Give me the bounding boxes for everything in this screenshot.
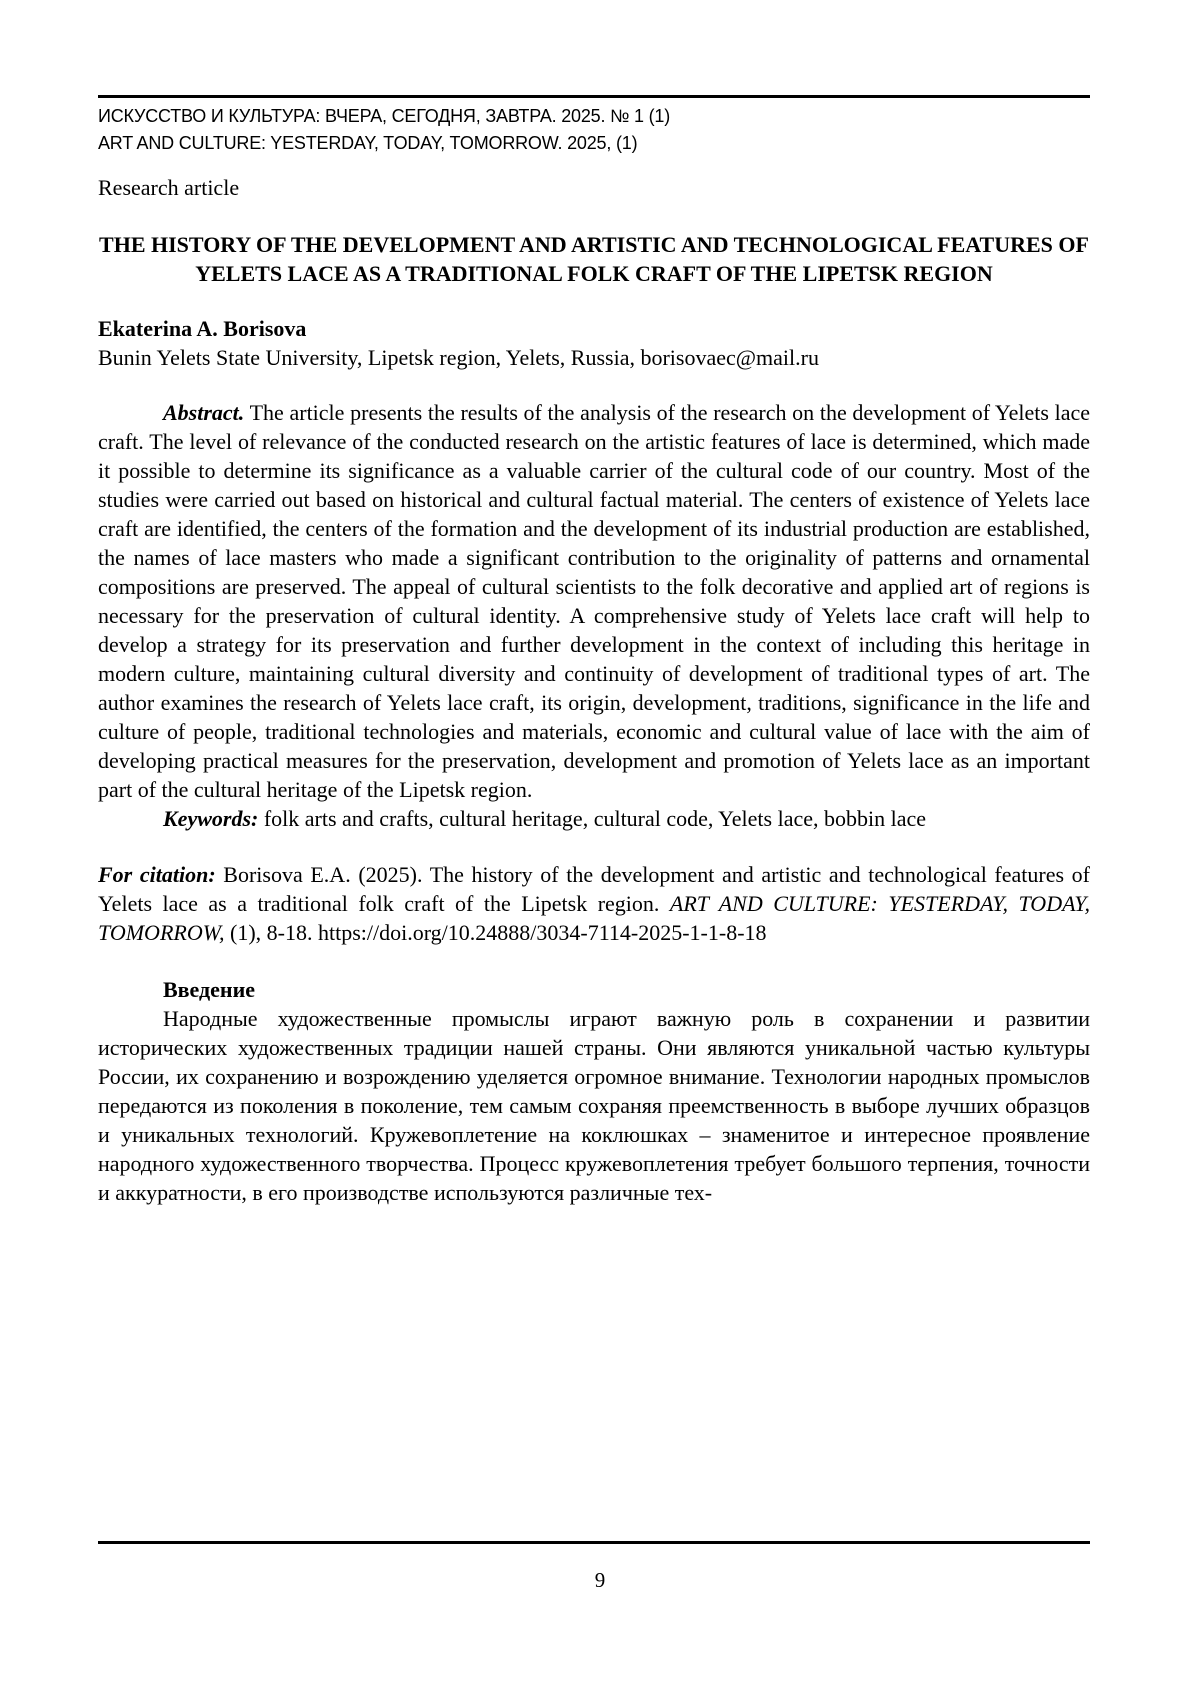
journal-header	[98, 98, 1090, 157]
keywords-label: Keywords:	[163, 806, 259, 831]
citation-paragraph	[98, 860, 1090, 947]
footer-rule	[98, 1541, 1090, 1544]
introduction-paragraph: Народные художественные промыслы играют важную роль в сохранении и развитии исторических художественных традиции нашей страны. Они являются уникальной частью культуры России, их сохранению и возрождению уделяется огромное внимание. Технологии народных промыслов передаются из поколения в поколение, тем самым сохраняя преемственность в выборе лучших образцов и уникальных технологий. Кружевоплетение на коклюшках – знаменитое и интересное проявление народного художественного творчества. Процесс кружевоплетения требует большого терпения, точности и аккуратности, в его производстве используются различные тех-	[98, 1006, 1090, 1205]
journal-title-en: ART AND CULTURE: YESTERDAY, TODAY, TOMORROW. 2025, (1)	[98, 133, 638, 153]
citation-text: Borisova E.A. (2025). The history of the development and artistic and technological features of Yelets lace as a traditional folk craft of the Lipetsk region.	[98, 862, 1091, 916]
keywords-text: folk arts and crafts, cultural heritage, cultural code, Yelets lace, bobbin lace	[263, 806, 927, 831]
author-block	[98, 314, 1090, 372]
abstract-text: The article presents the results of the analysis of the research on the development of Yelets lace craft. The level of relevance of the conducted research on the artistic features of lace is determined, which made it possible to determine its significance as a valuable carrier of the cultural code of our country. Most of the studies were carried out based on historical and cultural factual material. The centers of existence of Yelets lace craft are identified, the centers of the formation and the development of its industrial production are established, the names of lace masters who made a significant contribution to the originality of patterns and ornamental compositions are preserved. The appeal of cultural scientists to the folk decorative and applied art of regions is necessary for the preservation of cultural identity. A comprehensive study of Yelets lace craft will help to develop a strategy for its preservation and further development in the context of including this heritage in modern culture, maintaining cultural diversity and continuity of development of traditional types of art. The author examines the research of Yelets lace craft, its origin, development, traditions, significance in the life and culture of people, traditional technologies and materials, economic and cultural value of lace with the aim of developing practical measures for the preservation, development and promotion of Yelets lace as an important part of the cultural heritage of the Lipetsk region.	[98, 400, 1091, 802]
citation-journal-name: ART AND CULTURE: YESTERDAY, TODAY, TOMORROW,	[98, 891, 1091, 945]
citation-block	[98, 860, 1090, 947]
author-affiliation: Bunin Yelets State University, Lipetsk region, Yelets, Russia, borisovaec@mail.ru	[98, 345, 819, 370]
keywords-paragraph	[98, 804, 1090, 833]
journal-title-ru: ИСКУССТВО И КУЛЬТУРА: ВЧЕРА, СЕГОДНЯ, ЗАВТРА. 2025. № 1 (1)	[98, 106, 670, 126]
abstract-label: Abstract.	[163, 400, 245, 425]
paper-title: THE HISTORY OF THE DEVELOPMENT AND ARTISTIC AND TECHNOLOGICAL FEATURES OF YELETS LACE AS A TRADITIONAL FOLK CRAFT OF THE LIPETSK REGION	[99, 232, 1089, 286]
citation-issue-pages-doi: (1), 8-18. https://doi.org/10.24888/3034-7114-2025-1-1-8-18	[230, 920, 767, 945]
author-name: Ekaterina A. Borisova	[98, 316, 307, 341]
citation-label: For citation:	[98, 862, 216, 887]
abstract-paragraph	[98, 398, 1090, 804]
introduction-section	[98, 975, 1090, 1207]
abstract-block	[98, 398, 1090, 833]
page-number: 9	[594, 1568, 606, 1592]
article-type-label: Research article	[98, 175, 240, 200]
page-content	[98, 0, 1090, 1207]
introduction-heading: Введение	[163, 977, 256, 1002]
